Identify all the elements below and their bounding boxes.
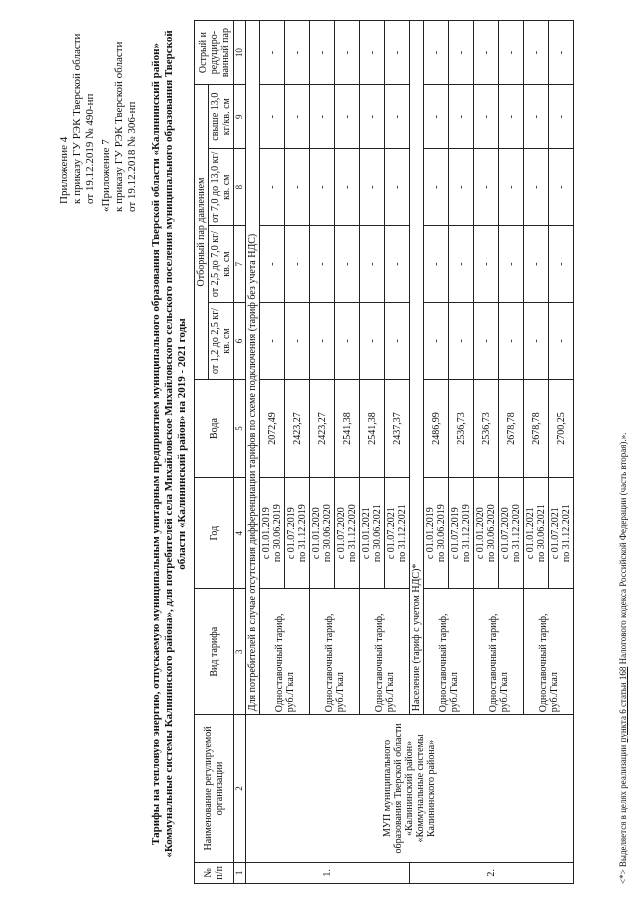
hot-steam-tariff: - xyxy=(385,21,410,85)
appendix-line: от 19.12.2019 № 490-нп xyxy=(84,93,96,204)
appendix-line: Приложение 4 xyxy=(58,136,70,204)
tariff-type: Одноставочный тариф, руб./Гкал xyxy=(260,589,310,715)
period-cell xyxy=(385,478,410,589)
steam-tariff-1: - xyxy=(385,303,410,380)
steam-tariff-3: - xyxy=(499,149,524,226)
water-tariff: 2541,38 xyxy=(335,379,360,477)
tariff-type: Одноставочный тариф, руб./Гкал xyxy=(310,589,360,715)
steam-tariff-4: - xyxy=(360,85,385,149)
steam-tariff-1: - xyxy=(260,303,285,380)
period-from: с 01.07.2020 xyxy=(500,507,511,560)
tariff-type: Одноставочный тариф, руб./Гкал xyxy=(360,589,410,715)
steam-tariff-2: - xyxy=(474,226,499,303)
column-number: 3 xyxy=(234,589,246,715)
column-number: 8 xyxy=(234,149,246,226)
period-cell xyxy=(260,478,285,589)
hot-steam-tariff: - xyxy=(524,21,549,85)
hot-steam-tariff: - xyxy=(499,21,524,85)
hot-steam-tariff: - xyxy=(449,21,474,85)
period-from: с 01.07.2020 xyxy=(336,507,347,560)
water-tariff: 2536,73 xyxy=(449,379,474,477)
period-to: по 30.06.2019 xyxy=(436,504,447,563)
steam-tariff-3: - xyxy=(260,149,285,226)
period-to: по 31.12.2020 xyxy=(511,504,522,563)
previous-appendix-line: от 19.12.2018 № 306-нп xyxy=(126,101,138,212)
hot-steam-tariff: - xyxy=(424,21,449,85)
period-from: с 01.01.2019 xyxy=(425,507,436,560)
column-number: 6 xyxy=(234,303,246,380)
header-water: Вода xyxy=(195,379,234,477)
steam-tariff-2: - xyxy=(524,226,549,303)
hot-steam-tariff: - xyxy=(335,21,360,85)
period-cell xyxy=(424,478,449,589)
period-from: с 01.07.2021 xyxy=(386,507,397,560)
column-number: 10 xyxy=(234,21,246,85)
column-number: 9 xyxy=(234,85,246,149)
steam-tariff-3: - xyxy=(449,149,474,226)
steam-tariff-3: - xyxy=(474,149,499,226)
period-cell xyxy=(310,478,335,589)
period-from: с 01.07.2021 xyxy=(550,507,561,560)
tariff-type: Одноставочный тариф, руб./Гкал xyxy=(474,589,524,715)
column-number-row xyxy=(234,21,246,884)
water-tariff: 2423,27 xyxy=(310,379,335,477)
period-to: по 30.06.2020 xyxy=(322,504,333,563)
steam-tariff-3: - xyxy=(524,149,549,226)
period-to: по 31.12.2019 xyxy=(461,504,472,563)
period-cell xyxy=(549,478,574,589)
steam-tariff-4: - xyxy=(310,85,335,149)
appendix-header xyxy=(58,14,97,204)
period-to: по 31.12.2019 xyxy=(297,504,308,563)
steam-tariff-3: - xyxy=(360,149,385,226)
period-cell xyxy=(360,478,385,589)
period-to: по 30.06.2021 xyxy=(372,504,383,563)
column-number: 1 xyxy=(234,862,246,883)
period-to: по 30.06.2019 xyxy=(272,504,283,563)
steam-tariff-4: - xyxy=(385,85,410,149)
period-cell xyxy=(474,478,499,589)
steam-tariff-1: - xyxy=(524,303,549,380)
steam-tariff-2: - xyxy=(260,226,285,303)
column-number: 5 xyxy=(234,379,246,477)
section-title: Население (тариф с учетом НДС)* xyxy=(410,21,424,715)
tariff-type: Одноставочный тариф, руб./Гкал xyxy=(524,589,574,715)
period-cell xyxy=(449,478,474,589)
steam-tariff-3: - xyxy=(285,149,310,226)
steam-tariff-1: - xyxy=(549,303,574,380)
hot-steam-tariff: - xyxy=(549,21,574,85)
steam-tariff-2: - xyxy=(499,226,524,303)
steam-tariff-2: - xyxy=(285,226,310,303)
hot-steam-tariff: - xyxy=(285,21,310,85)
header-org: Наименование регулируемой организации xyxy=(195,715,234,862)
column-number: 4 xyxy=(234,478,246,589)
steam-tariff-4: - xyxy=(424,85,449,149)
period-from: с 01.07.2019 xyxy=(450,507,461,560)
column-number: 7 xyxy=(234,226,246,303)
steam-tariff-4: - xyxy=(285,85,310,149)
hot-steam-tariff: - xyxy=(310,21,335,85)
steam-tariff-4: - xyxy=(260,85,285,149)
header-steam-3: от 7,0 до 13,0 кг/кв. см xyxy=(209,149,234,226)
header-steam-1: от 1,2 до 2,5 кг/кв. см xyxy=(209,303,234,380)
steam-tariff-2: - xyxy=(310,226,335,303)
tariff-table xyxy=(194,20,574,884)
hot-steam-tariff: - xyxy=(260,21,285,85)
section-number: 1. xyxy=(246,862,410,883)
column-number: 2 xyxy=(234,715,246,862)
steam-tariff-3: - xyxy=(385,149,410,226)
period-to: по 31.12.2020 xyxy=(347,504,358,563)
footnote-text-end: Налогового кодекса Российской Федерации (часть вторая). xyxy=(618,439,628,667)
steam-tariff-3: - xyxy=(335,149,360,226)
previous-appendix-header xyxy=(100,12,139,212)
period-cell xyxy=(285,478,310,589)
water-tariff: 2486,99 xyxy=(424,379,449,477)
steam-tariff-2: - xyxy=(360,226,385,303)
header-year: Год xyxy=(195,478,234,589)
period-from: с 01.01.2021 xyxy=(361,507,372,560)
period-cell xyxy=(499,478,524,589)
organization-name: МУП муниципального образования Тверской области «Калининский район» «Коммунальные системы Калининского района» xyxy=(246,715,574,862)
period-to: по 30.06.2020 xyxy=(486,504,497,563)
water-tariff: 2423,27 xyxy=(285,379,310,477)
steam-tariff-4: - xyxy=(449,85,474,149)
steam-tariff-1: - xyxy=(499,303,524,380)
steam-tariff-1: - xyxy=(285,303,310,380)
water-tariff: 2072,49 xyxy=(260,379,285,477)
steam-tariff-1: - xyxy=(474,303,499,380)
header-type: Вид тарифа xyxy=(195,589,234,715)
steam-tariff-4: - xyxy=(335,85,360,149)
steam-tariff-2: - xyxy=(335,226,360,303)
hot-steam-tariff: - xyxy=(360,21,385,85)
appendix-line: к приказу ГУ РЭК Тверской области xyxy=(71,33,83,204)
steam-tariff-1: - xyxy=(335,303,360,380)
period-cell xyxy=(335,478,360,589)
period-from: с 01.01.2020 xyxy=(475,507,486,560)
header-num: № п/п xyxy=(195,862,234,883)
steam-tariff-2: - xyxy=(385,226,410,303)
period-to: по 31.12.2021 xyxy=(397,504,408,563)
period-from: с 01.01.2020 xyxy=(311,507,322,560)
steam-tariff-3: - xyxy=(424,149,449,226)
water-tariff: 2678,78 xyxy=(524,379,549,477)
section-number: 2. xyxy=(410,862,574,883)
steam-tariff-2: - xyxy=(424,226,449,303)
steam-tariff-3: - xyxy=(310,149,335,226)
tariff-table-body xyxy=(246,21,574,884)
footnote xyxy=(618,433,628,884)
water-tariff: 2437,37 xyxy=(385,379,410,477)
document-title: Тарифы на тепловую энергию, отпускаемую муниципальным унитарным предприятием муниципального образования Тверской области «Калининский район» «Коммунальные системы Калининского района», для потребителей села Михайловское Михайловского сельского поселения муниципального образования Тверской области «Калининский район» на 2019 - 2021 годы xyxy=(150,30,188,858)
period-from: с 01.07.2019 xyxy=(286,507,297,560)
header-steam-2: от 2,5 до 7,0 кг/кв. см xyxy=(209,226,234,303)
steam-tariff-4: - xyxy=(524,85,549,149)
steam-tariff-1: - xyxy=(424,303,449,380)
tariff-type: Одноставочный тариф, руб./Гкал xyxy=(424,589,474,715)
steam-tariff-1: - xyxy=(449,303,474,380)
footnote-text: <*> Выделяется в целях реализации xyxy=(618,742,628,884)
tax-code-reference-link[interactable]: пункта 6 статьи 168 xyxy=(618,666,628,743)
steam-tariff-3: - xyxy=(549,149,574,226)
period-to: по 30.06.2021 xyxy=(536,504,547,563)
previous-appendix-line: «Приложение 7 xyxy=(100,139,112,212)
water-tariff: 2541,38 xyxy=(360,379,385,477)
steam-tariff-1: - xyxy=(310,303,335,380)
steam-tariff-2: - xyxy=(549,226,574,303)
header-steam-group: Отборный пар давлением xyxy=(195,85,209,380)
period-from: с 01.01.2021 xyxy=(525,507,536,560)
period-cell xyxy=(524,478,549,589)
period-from: с 01.01.2019 xyxy=(261,507,272,560)
water-tariff: 2700,25 xyxy=(549,379,574,477)
header-steam-4: свыше 13,0 кг/кв. см xyxy=(209,85,234,149)
section-title-row xyxy=(246,21,260,884)
water-tariff: 2536,73 xyxy=(474,379,499,477)
steam-tariff-4: - xyxy=(474,85,499,149)
period-to: по 31.12.2021 xyxy=(561,504,572,563)
steam-tariff-4: - xyxy=(499,85,524,149)
previous-appendix-line: к приказу ГУ РЭК Тверской области xyxy=(113,41,125,212)
header-hot-steam: Острый и редуциро-ванный пар xyxy=(195,21,234,85)
water-tariff: 2678,78 xyxy=(499,379,524,477)
hot-steam-tariff: - xyxy=(474,21,499,85)
section-title: Для потребителей в случае отсутствия дифференциации тарифов по схеме подключения (тариф без учета НДС) xyxy=(246,21,260,715)
steam-tariff-1: - xyxy=(360,303,385,380)
quote-closer: ». xyxy=(618,432,628,440)
steam-tariff-2: - xyxy=(449,226,474,303)
steam-tariff-4: - xyxy=(549,85,574,149)
